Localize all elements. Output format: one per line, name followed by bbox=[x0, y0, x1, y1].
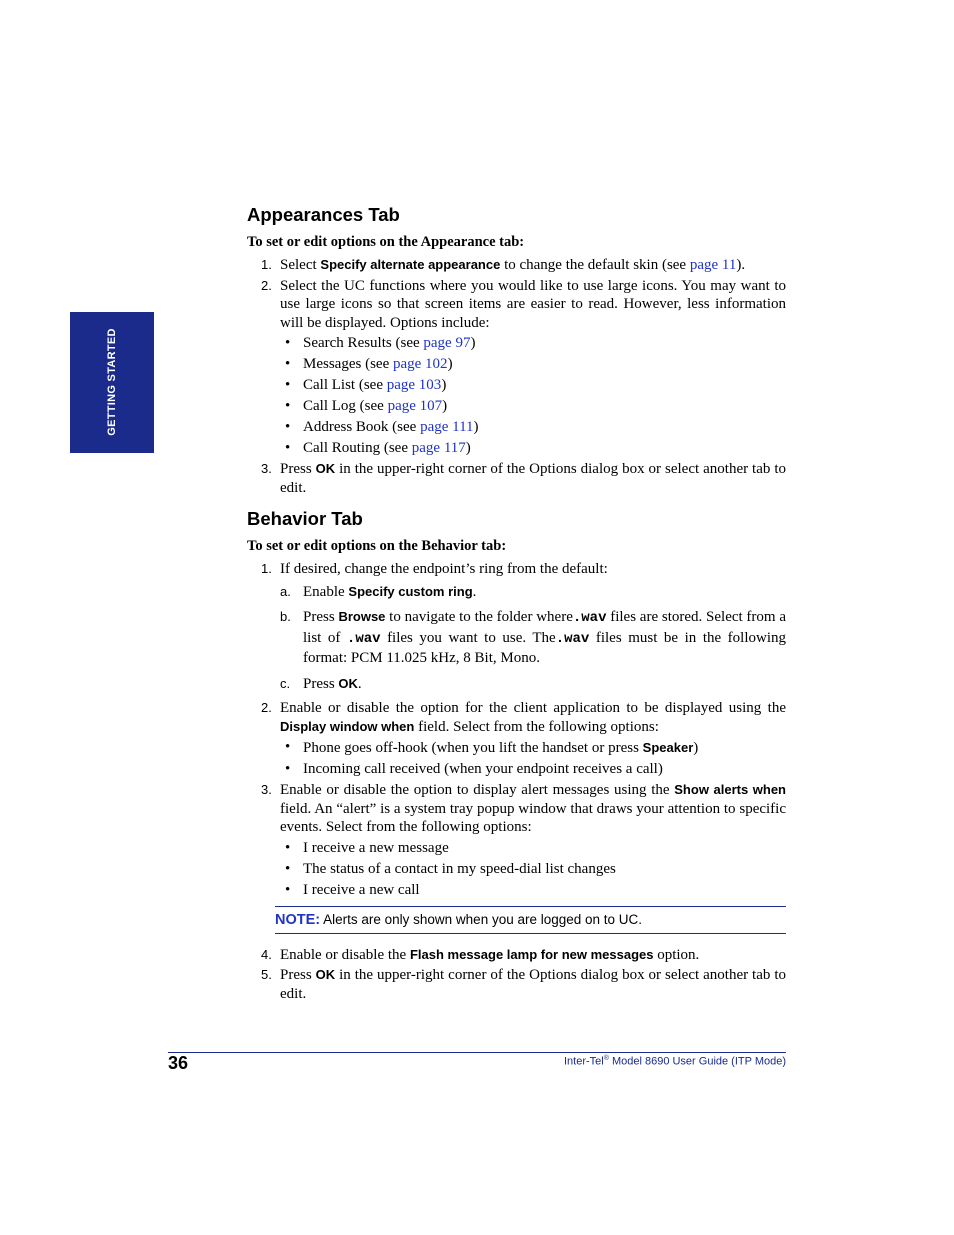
behavior-substep-b bbox=[247, 607, 786, 669]
file-extension: .wav bbox=[555, 630, 590, 647]
behavior-step-4 bbox=[247, 946, 786, 965]
item-text: Phone goes off-hook (when you lift the handset or press bbox=[303, 740, 643, 756]
file-extension: .wav bbox=[346, 630, 381, 647]
behavior-procedure-title: To set or edit options on the Behavior tab: bbox=[247, 538, 507, 554]
behavior-step-2 bbox=[247, 699, 786, 736]
item-text: Call Routing (see bbox=[303, 440, 412, 456]
step-text: in the upper-right corner of the Options dialog box or select another tab to edit. bbox=[280, 967, 787, 1002]
bullet-icon: • bbox=[285, 881, 291, 898]
item-text: Messages (see bbox=[303, 356, 393, 372]
step-number: 5. bbox=[261, 967, 272, 982]
file-extension: .wav bbox=[572, 610, 607, 626]
list-item bbox=[247, 439, 786, 458]
step-number: 3. bbox=[261, 461, 272, 476]
footer-title-text: Model 8690 User Guide (ITP Mode) bbox=[608, 1055, 786, 1068]
behavior-step-5 bbox=[247, 966, 786, 1003]
item-text: ) bbox=[693, 740, 699, 756]
ui-label: Flash message lamp for new messages bbox=[409, 946, 654, 962]
step-text: to change the default skin (see bbox=[500, 257, 690, 273]
footer-brand: Inter-Tel bbox=[563, 1055, 604, 1068]
bullet-icon: • bbox=[285, 398, 291, 414]
list-item bbox=[247, 355, 786, 374]
step-text: Press bbox=[303, 675, 339, 692]
step-text: files are stored. Select from a list of bbox=[303, 609, 786, 646]
list-item bbox=[247, 839, 786, 858]
appearance-step-2 bbox=[247, 277, 786, 333]
list-item bbox=[247, 334, 786, 353]
bullet-icon: • bbox=[285, 419, 291, 435]
ui-label: Display window when bbox=[280, 718, 415, 734]
footer-divider bbox=[168, 1052, 786, 1053]
step-text: ). bbox=[736, 257, 746, 273]
bullet-icon: • bbox=[285, 335, 291, 351]
substep-letter: b. bbox=[280, 609, 291, 624]
page-number: 36 bbox=[168, 1053, 189, 1073]
substep-letter: a. bbox=[280, 583, 291, 599]
step-number: 3. bbox=[261, 782, 272, 797]
step-text: Press bbox=[280, 461, 316, 477]
item-text: I receive a new call bbox=[303, 881, 420, 898]
item-text: Search Results (see bbox=[303, 335, 424, 351]
alert-options-list bbox=[247, 839, 786, 900]
appearances-tab-heading: Appearances Tab bbox=[247, 204, 400, 225]
list-item bbox=[247, 760, 786, 779]
ui-label: OK bbox=[315, 967, 336, 982]
appearance-step-1 bbox=[247, 256, 786, 275]
ui-label: Speaker bbox=[642, 740, 694, 755]
behavior-substep-c bbox=[247, 675, 786, 694]
step-text: If desired, change the endpoint’s ring from the default: bbox=[280, 561, 608, 577]
item-text: ) bbox=[470, 335, 476, 351]
page-link[interactable]: page 11 bbox=[689, 257, 737, 273]
step-text: Select the UC functions where you would like to use large icons. You may want to use large icons so that screen items are easier to read. However, less information will be displayed. Options include: bbox=[280, 277, 786, 331]
step-text: in the upper-right corner of the Options dialog box or select another tab to edit. bbox=[280, 461, 787, 496]
item-text: ) bbox=[442, 398, 448, 414]
step-text: Enable bbox=[303, 583, 349, 600]
page-link[interactable]: page 103 bbox=[386, 377, 442, 393]
behavior-tab-heading: Behavior Tab bbox=[247, 508, 363, 529]
item-text: Incoming call received (when your endpoint receives a call) bbox=[303, 761, 663, 777]
chapter-tab-label: GETTING STARTED bbox=[106, 328, 118, 436]
footer-guide-title bbox=[564, 1055, 786, 1068]
step-text: Enable or disable the option for the client application to be displayed using the bbox=[280, 700, 786, 716]
step-text: field. Select from the following options: bbox=[414, 718, 659, 735]
step-number: 1. bbox=[261, 561, 272, 576]
registered-mark: ® bbox=[603, 1055, 609, 1062]
list-item bbox=[247, 418, 786, 437]
step-text: Select bbox=[280, 257, 321, 273]
page-link[interactable]: page 111 bbox=[420, 419, 474, 435]
ui-label: OK bbox=[338, 675, 358, 691]
step-text: field. An “alert” is a system tray popup window that draws your attention to specific events. Select from the following options: bbox=[280, 800, 786, 835]
step-text: to navigate to the folder where bbox=[385, 609, 573, 625]
item-text: ) bbox=[465, 440, 471, 456]
ui-label: OK bbox=[315, 461, 336, 476]
bullet-icon: • bbox=[285, 739, 291, 755]
step-text: Press bbox=[280, 967, 316, 983]
bullet-icon: • bbox=[285, 839, 291, 856]
page-link[interactable]: page 107 bbox=[387, 398, 443, 414]
bullet-icon: • bbox=[285, 440, 291, 456]
display-window-options-list bbox=[247, 738, 786, 779]
list-item bbox=[247, 397, 786, 416]
step-text: Enable or disable the option to display alert messages using the bbox=[280, 782, 675, 798]
bullet-icon: • bbox=[285, 860, 291, 877]
behavior-substep-a bbox=[247, 583, 786, 602]
step-number: 1. bbox=[261, 257, 272, 272]
step-text: option. bbox=[653, 946, 700, 963]
chapter-side-tab bbox=[70, 312, 154, 453]
page-link[interactable]: page 97 bbox=[423, 335, 471, 351]
step-text: . bbox=[357, 675, 362, 692]
ui-label: Specify alternate appearance bbox=[320, 257, 501, 272]
behavior-step-3 bbox=[247, 781, 786, 837]
list-item bbox=[247, 881, 786, 900]
ui-label: Specify custom ring bbox=[348, 583, 473, 599]
bullet-icon: • bbox=[285, 356, 291, 372]
note-label: NOTE: bbox=[275, 911, 321, 928]
item-text: Call Log (see bbox=[303, 398, 388, 414]
item-text: ) bbox=[473, 419, 479, 435]
item-text: Address Book (see bbox=[303, 419, 421, 435]
note-box bbox=[275, 906, 786, 934]
page-content bbox=[247, 203, 786, 1005]
list-item bbox=[247, 738, 786, 758]
step-number: 2. bbox=[261, 277, 272, 293]
behavior-step-1 bbox=[247, 560, 786, 579]
page-link[interactable]: page 117 bbox=[411, 440, 466, 456]
step-text: . bbox=[472, 583, 477, 600]
bullet-icon: • bbox=[285, 761, 291, 777]
item-text: I receive a new message bbox=[303, 839, 449, 856]
step-text: Enable or disable the bbox=[280, 946, 410, 963]
ui-label: Show alerts when bbox=[674, 782, 786, 797]
step-text: files you want to use. The bbox=[380, 629, 556, 646]
item-text: The status of a contact in my speed-dial list changes bbox=[303, 860, 616, 877]
page-link[interactable]: page 102 bbox=[392, 356, 448, 372]
ui-label: Browse bbox=[338, 609, 386, 624]
large-icon-options-list bbox=[247, 334, 786, 458]
step-text: files must be in the following format: PCM 11.025 kHz, 8 Bit, Mono. bbox=[303, 629, 787, 666]
step-number: 4. bbox=[261, 946, 272, 962]
list-item bbox=[247, 376, 786, 395]
step-number: 2. bbox=[261, 700, 272, 715]
step-text: Press bbox=[303, 609, 339, 625]
appearance-procedure-title: To set or edit options on the Appearance tab: bbox=[247, 234, 525, 250]
item-text: ) bbox=[441, 377, 447, 393]
note-text: Alerts are only shown when you are logged on to UC. bbox=[320, 911, 643, 927]
item-text: ) bbox=[447, 356, 453, 372]
list-item bbox=[247, 860, 786, 879]
item-text: Call List (see bbox=[303, 377, 387, 393]
bullet-icon: • bbox=[285, 377, 291, 393]
appearance-step-3 bbox=[247, 460, 786, 497]
substep-letter: c. bbox=[280, 675, 291, 691]
